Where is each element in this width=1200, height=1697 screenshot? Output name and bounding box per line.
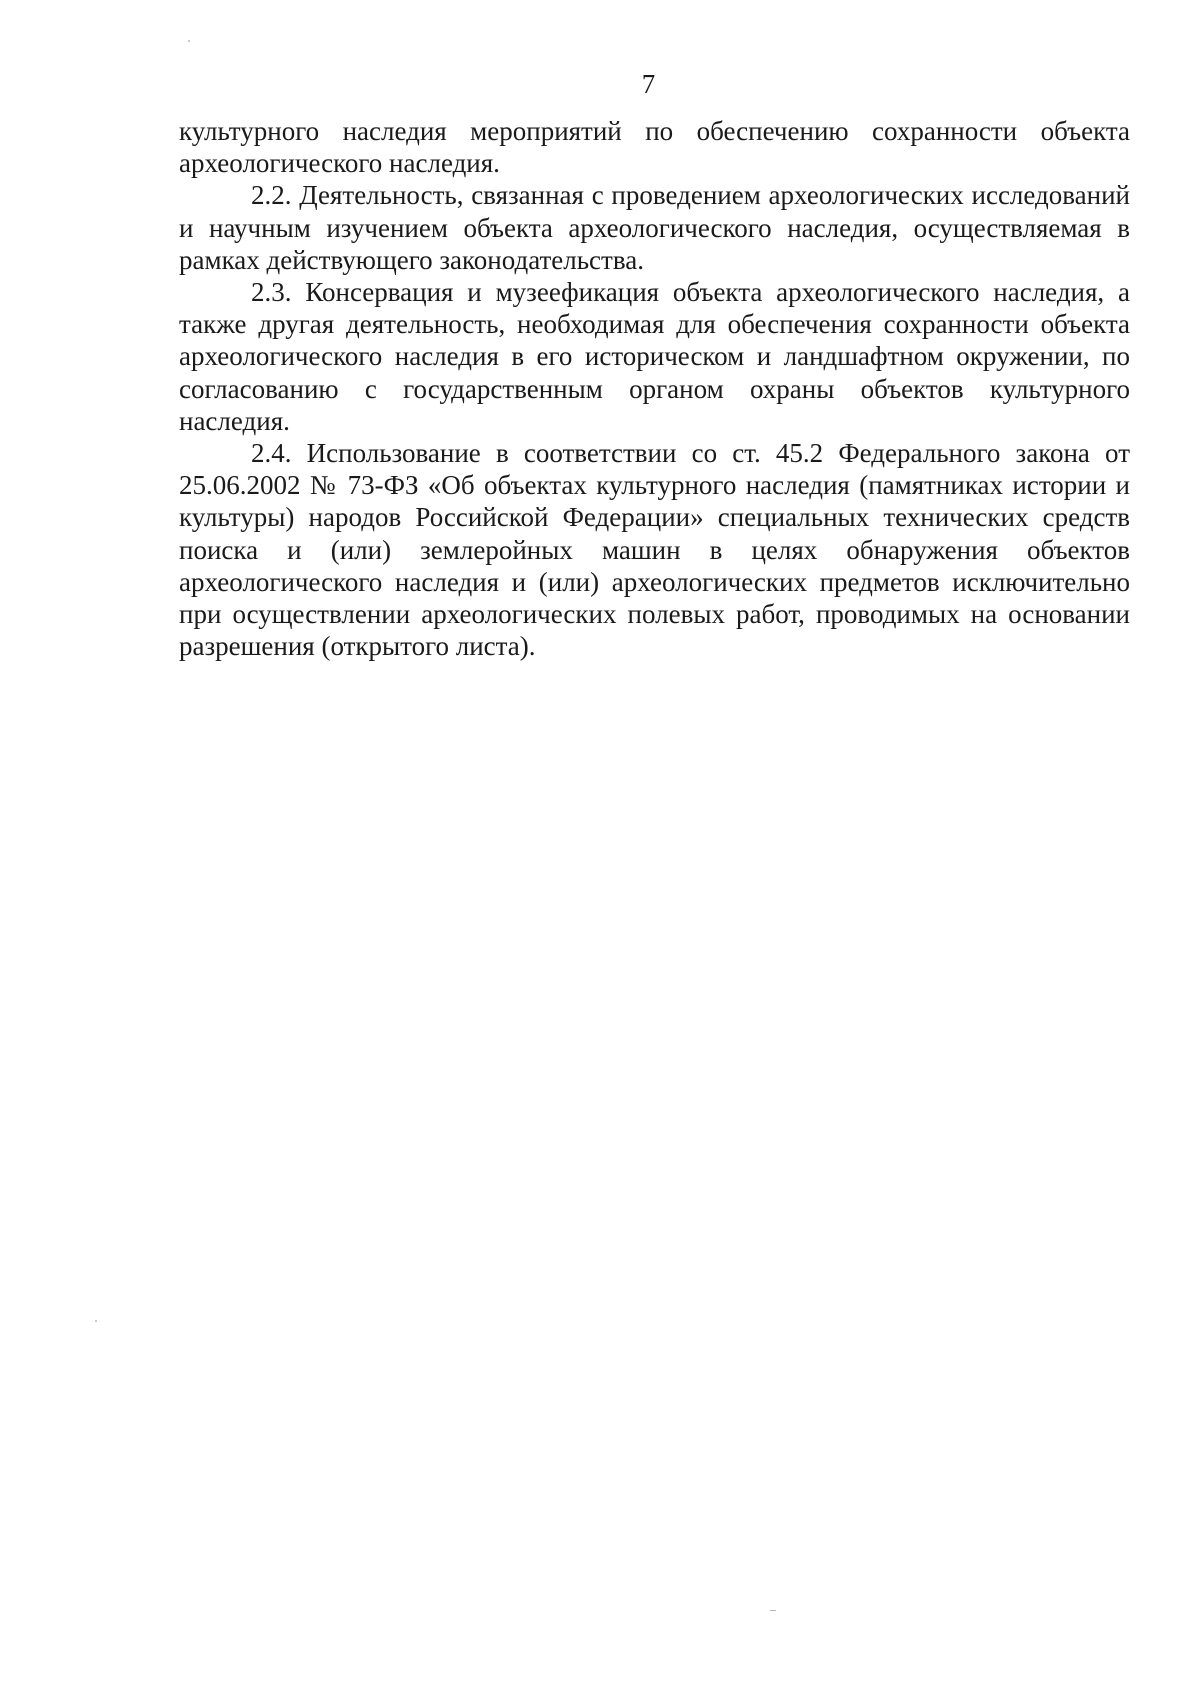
paragraph-2-2: 2.2. Деятельность, связанная с проведением археологических исследований и научным изучением объекта археологического наследия, осуществляемая в рамках действующего законодательства. bbox=[179, 180, 1130, 275]
page-number: 7 bbox=[641, 69, 656, 99]
document-body bbox=[179, 115, 1130, 662]
paragraph-continuation: культурного наследия мероприятий по обеспечению сохранности объекта археологического наследия. bbox=[179, 116, 1130, 179]
paragraph-2-3: 2.3. Консервация и музеефикация объекта археологического наследия, а также другая деятельность, необходимая для обеспечения сохранности объекта археологического наследия в его историческом и ландшафтном окружении, по согласованию с государственным органом охраны объектов культурного наследия. bbox=[179, 277, 1130, 436]
paragraph-2-4: 2.4. Использование в соответствии со ст. 45.2 Федерального закона от 25.06.2002 № 73-ФЗ «Об объектах культурного наследия (памятниках истории и культуры) народов Российской Федерации» специальных технических средств поиска и (или) землеройных машин в целях обнаружения объектов археологического наследия и (или) археологических предметов исключительно при осуществлении археологических полевых работ, проводимых на основании разрешения (открытого листа). bbox=[179, 438, 1130, 662]
scan-speck bbox=[770, 1610, 776, 1611]
scan-speck bbox=[95, 1320, 97, 1322]
scan-speck bbox=[188, 40, 190, 42]
